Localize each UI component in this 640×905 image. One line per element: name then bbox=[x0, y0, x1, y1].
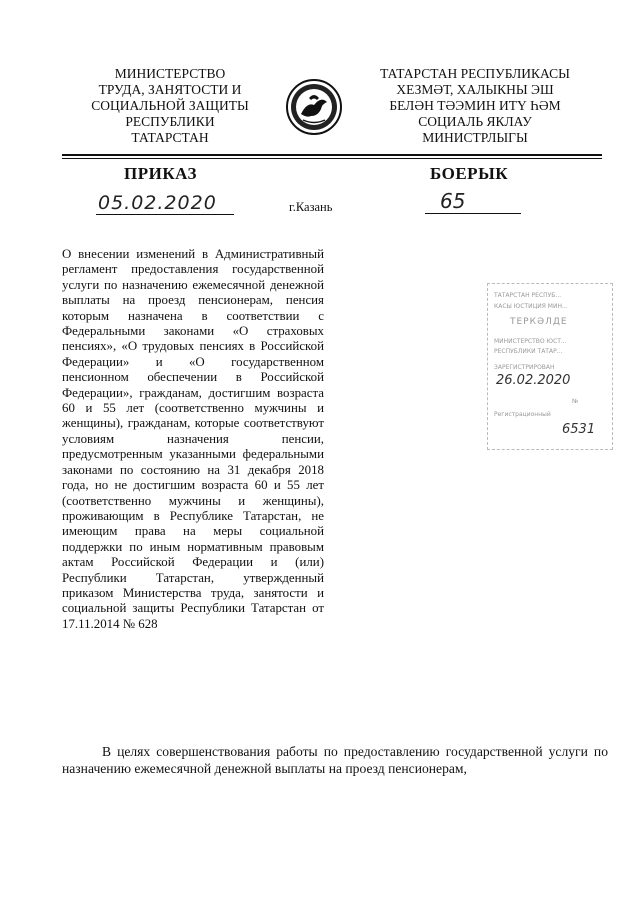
header-divider bbox=[62, 154, 602, 156]
date-underline bbox=[96, 214, 234, 215]
stamp-line: РЕСПУБЛИКИ ТАТАР... bbox=[494, 348, 563, 355]
order-title-russian: ПРИКАЗ bbox=[124, 164, 197, 183]
ministry-ru-line: РЕСПУБЛИКИ bbox=[125, 114, 215, 129]
ministry-name-russian bbox=[70, 66, 270, 146]
ministry-tt-line: СОЦИАЛЬ ЯКЛАУ bbox=[418, 114, 532, 129]
ministry-tt-line: МИНИСТРЛЫГЫ bbox=[422, 130, 528, 145]
ministry-ru-line: ТРУДА, ЗАНЯТОСТИ И bbox=[98, 82, 242, 97]
order-city: г.Казань bbox=[289, 200, 333, 214]
ministry-tt-line: БЕЛӘН ТӘЭМИН ИТҮ ҺӘМ bbox=[389, 98, 561, 113]
order-body-text: В целях совершенствования работы по предоставлению государственной услуги по назначению ежемесячной денежной выплаты на проезд пенсионерам, bbox=[62, 744, 608, 776]
order-title-tatar: БОЕРЫК bbox=[430, 164, 509, 183]
tatarstan-coat-of-arms-icon bbox=[285, 78, 343, 136]
stamp-registration-label: Регистрационный bbox=[494, 411, 551, 418]
ministry-tt-line: ХЕЗМӘТ, ХАЛЫКНЫ ЭШ bbox=[396, 82, 554, 97]
registration-stamp bbox=[487, 283, 613, 450]
stamp-line: ЗАРЕГИСТРИРОВАН bbox=[494, 364, 555, 371]
stamp-registration-date: 26.02.2020 bbox=[496, 373, 571, 388]
ministry-name-tatar bbox=[360, 66, 590, 146]
order-date: 05.02.2020 bbox=[98, 192, 217, 214]
order-subject: О внесении изменений в Административный регламент предоставления государственной услуги по назначению ежемесячной денежной выплаты на проезд пенсионерам, пенсия которым назначена в соответствии с Федеральными законами «О страховых пенсиях», «О трудовых пенсиях в Российской Федерации» и «О государственном пенсионном обеспечении в Российской Федерации», гражданам, достигшим возраста 60 и 55 лет (соответственно мужчины и женщины), гражданам, которые соответствуют условиям назначения пенсии, предусмотренным указанными федеральными законами по состоянию на 31 декабря 2018 года, но не достигшим возраста 60 и 55 лет (соответственно мужчины и женщины), проживающим в Республике Татарстан, не имеющим права на меры социальной поддержки по иным нормативным правовым актам Российской Федерации и (или) Республики Татарстан, утвержденный приказом Министерства труда, занятости и социальной защиты Республики Татарстан от 17.11.2014 № 628 bbox=[62, 247, 324, 631]
stamp-number-label: № bbox=[572, 398, 579, 405]
ministry-ru-line: МИНИСТЕРСТВО bbox=[114, 66, 226, 81]
stamp-line: ТЕРКӘЛДЕ bbox=[510, 317, 568, 327]
stamp-registration-number: 6531 bbox=[562, 422, 596, 437]
stamp-line: МИНИСТЕРСТВО ЮСТ... bbox=[494, 338, 567, 345]
stamp-line: КАСЫ ЮСТИЦИЯ МИН... bbox=[494, 303, 568, 310]
ministry-tt-line: ТАТАРСТАН РЕСПУБЛИКАСЫ bbox=[380, 66, 570, 81]
ministry-ru-line: ТАТАРСТАН bbox=[131, 130, 209, 145]
order-body-paragraph bbox=[62, 744, 608, 777]
stamp-line: ТАТАРСТАН РЕСПУБ... bbox=[494, 292, 562, 299]
ministry-ru-line: СОЦИАЛЬНОЙ ЗАЩИТЫ bbox=[91, 98, 249, 113]
order-number: 65 bbox=[440, 189, 466, 213]
number-underline bbox=[425, 213, 521, 214]
header-divider-thin bbox=[62, 158, 602, 159]
